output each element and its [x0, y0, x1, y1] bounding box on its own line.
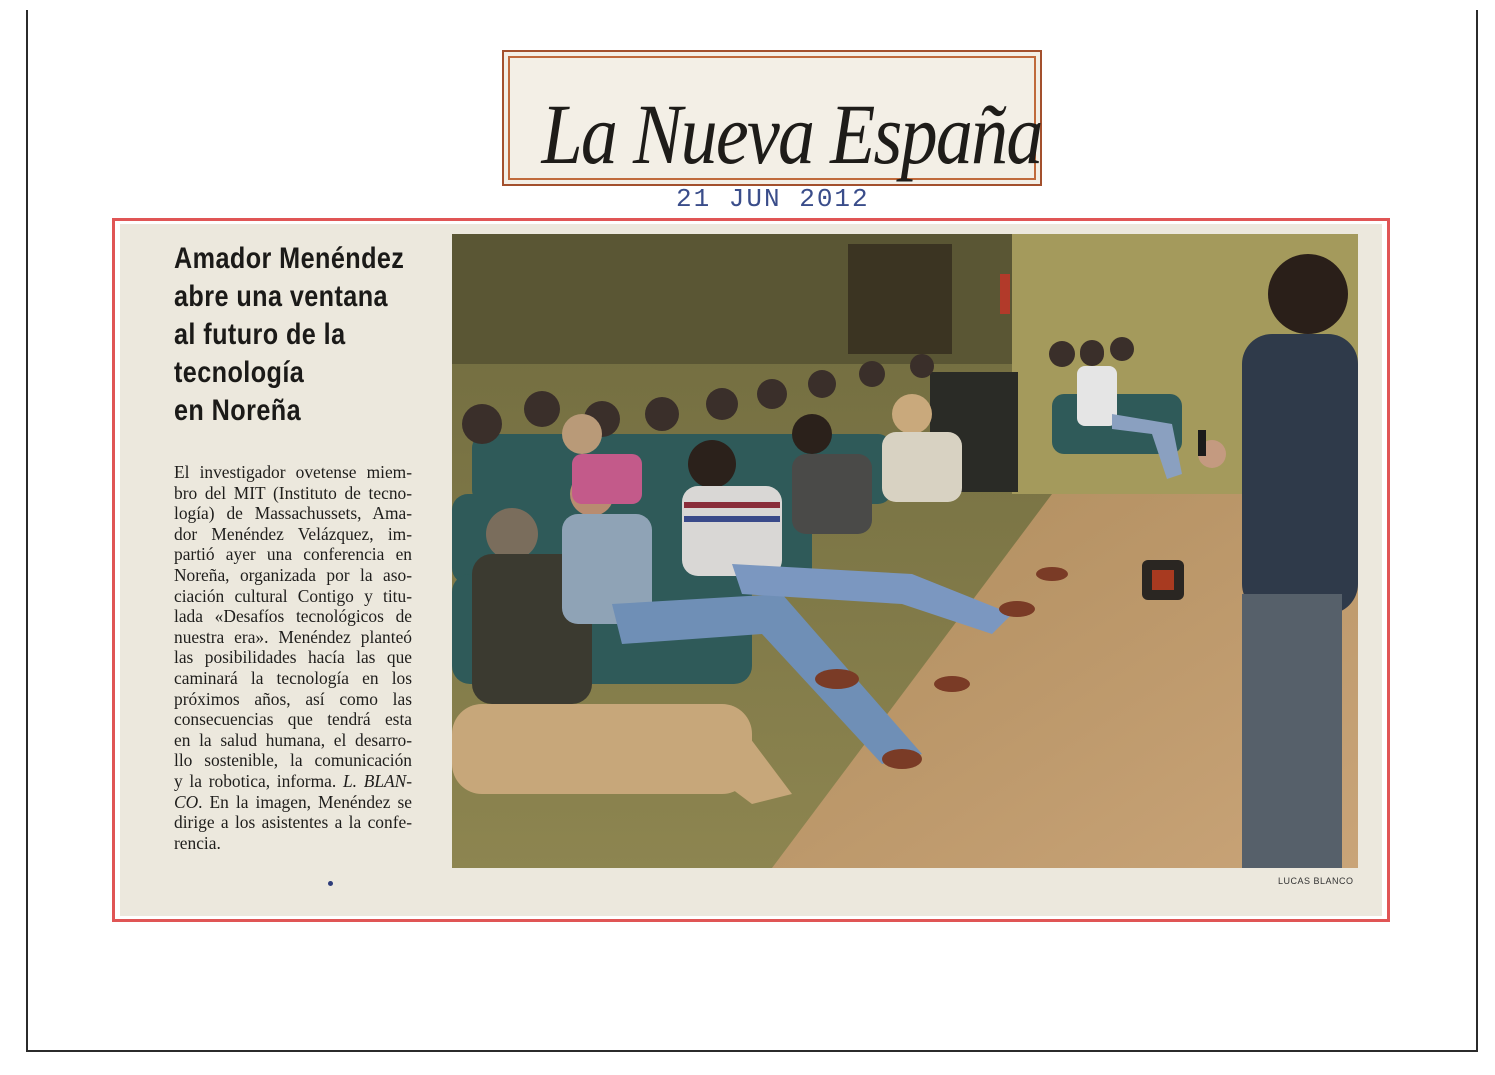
date-stamp: 21 JUN 2012 [676, 184, 870, 214]
body-line: caminará la tecnología en los [174, 667, 412, 688]
print-dot [328, 881, 333, 886]
article-body [174, 462, 412, 853]
body-line: partió ayer una conferencia en [174, 544, 412, 565]
body-line: nuestra era». Menéndez planteó [174, 626, 412, 647]
body-line: las posibilidades hacía las que [174, 647, 412, 668]
body-line: Noreña, organizada por la aso- [174, 564, 412, 585]
newspaper-name: La Nueva España [541, 86, 1042, 182]
headline-line: abre una ventana [174, 280, 389, 313]
byline: CO [174, 791, 199, 812]
headline-line: en Noreña [174, 394, 302, 427]
body-line-text: . En la imagen, Menéndez se [198, 791, 412, 812]
body-line: ciación cultural Contigo y titu- [174, 585, 412, 606]
body-line: llo sostenible, la comunicación [174, 750, 412, 771]
headline-line: Amador Menéndez [174, 242, 405, 275]
body-line: dirige a los asistentes a la confe- [174, 812, 412, 833]
conference-photo [452, 234, 1358, 868]
body-line: próximos años, así como las [174, 688, 412, 709]
photo-credit: LUCAS BLANCO [1278, 876, 1354, 886]
body-line: bro del MIT (Instituto de tecno- [174, 482, 412, 503]
body-line [174, 771, 412, 792]
newspaper-masthead [502, 50, 1042, 186]
body-line-text: y la robotica, informa. [174, 770, 337, 791]
headline-line: al futuro de la [174, 318, 346, 351]
article-headline [174, 240, 418, 430]
conference-photo-illustration [452, 234, 1358, 868]
byline: L. BLAN- [342, 770, 413, 791]
body-line: lada «Desafíos tecnológicos de [174, 606, 412, 627]
body-line: consecuencias que tendrá esta [174, 709, 412, 730]
body-line: dor Menéndez Velázquez, im- [174, 523, 412, 544]
body-line: rencia. [174, 832, 221, 853]
body-line: logía) de Massachussets, Ama- [174, 503, 412, 524]
headline-line: tecnología [174, 356, 305, 389]
body-line: El investigador ovetense miem- [174, 462, 412, 482]
body-line: en la salud humana, el desarro- [174, 729, 412, 750]
body-line [174, 792, 412, 813]
